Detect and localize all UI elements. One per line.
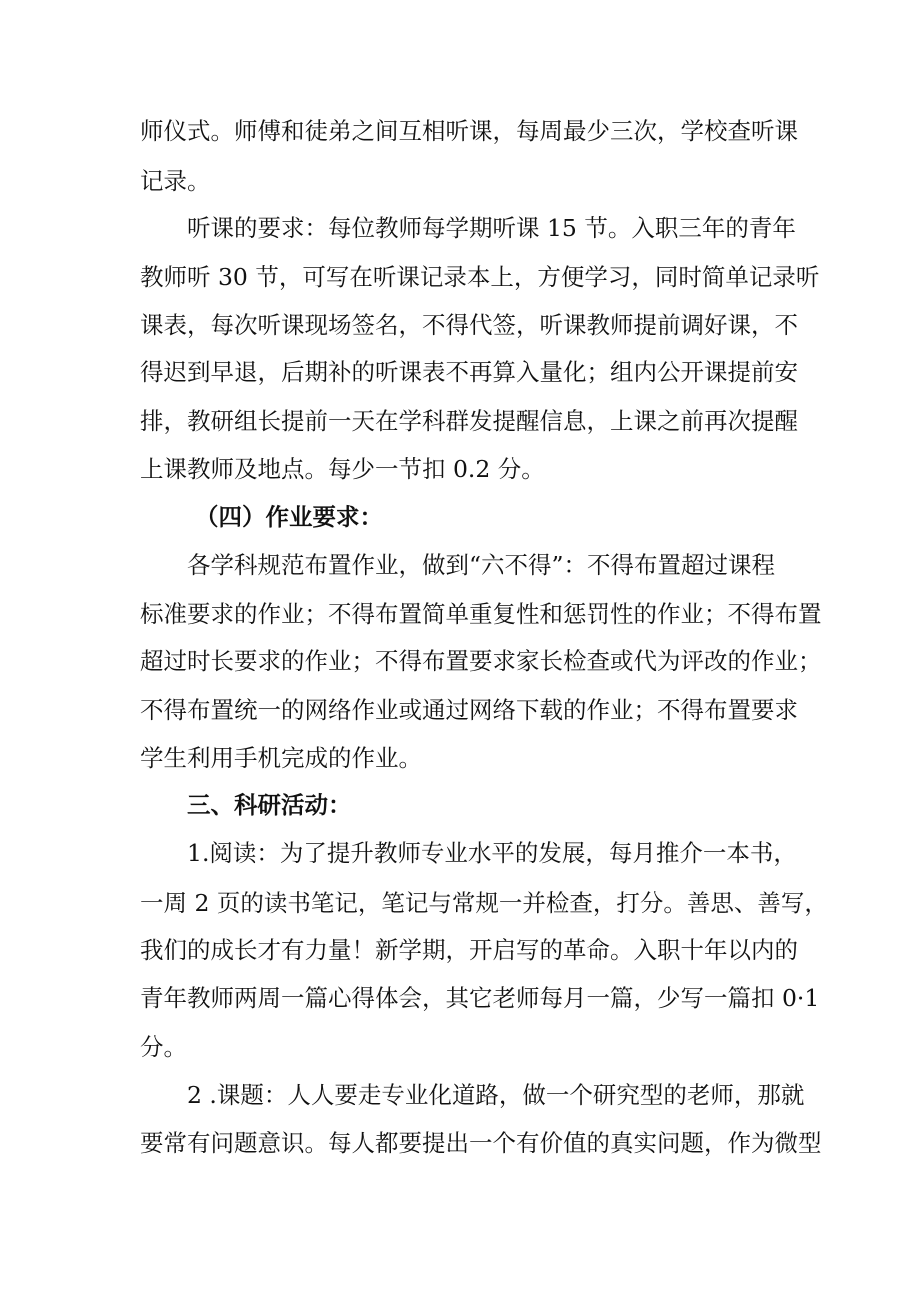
text-line: 得迟到早退，后期补的听课表不再算入量化；组内公开课提前安	[140, 358, 798, 386]
text-line: 1.阅读：为了提升教师专业水平的发展，每月推介一本书，	[187, 839, 797, 867]
text-line: 教师听 30 节，可写在听课记录本上，方便学习，同时简单记录听	[140, 263, 820, 291]
text-line: 超过时长要求的作业；不得布置要求家长检查或代为评改的作业；	[140, 647, 822, 675]
text-line: 我们的成长才有力量！新学期，开启写的革命。入职十年以内的	[140, 936, 798, 964]
text-line: 青年教师两周一篇心得体会，其它老师每月一篇，少写一篇扣 0·1	[140, 984, 820, 1012]
section-heading: 三、科研活动：	[187, 791, 352, 819]
text-line: 各学科规范布置作业，做到“六不得”：不得布置超过课程	[187, 551, 776, 579]
text-line: 2 .课题：人人要走专业化道路，做一个研究型的老师，那就	[187, 1081, 805, 1109]
text-line: 听课的要求：每位教师每学期听课 15 节。入职三年的青年	[187, 214, 796, 242]
text-line: 记录。	[140, 167, 211, 195]
text-line: 课表，每次听课现场签名，不得代签，听课教师提前调好课，不	[140, 311, 798, 339]
text-line: 标准要求的作业；不得布置简单重复性和惩罚性的作业；不得布置	[140, 600, 822, 628]
text-line: 不得布置统一的网络作业或通过网络下载的作业；不得布置要求	[140, 696, 798, 724]
text-line: 分。	[140, 1033, 187, 1061]
text-line: 一周 2 页的读书笔记，笔记与常规一并检查，打分。善思、善写，	[140, 889, 828, 917]
section-heading: （四）作业要求：	[195, 503, 383, 531]
text-line: 排，教研组长提前一天在学科群发提醒信息，上课之前再次提醒	[140, 407, 798, 435]
text-line: 学生利用手机完成的作业。	[140, 744, 422, 772]
text-line: 要常有问题意识。每人都要提出一个有价值的真实问题，作为微型	[140, 1129, 822, 1157]
text-line: 师仪式。师傅和徒弟之间互相听课，每周最少三次，学校查听课	[140, 117, 798, 145]
text-line: 上课教师及地点。每少一节扣 0.2 分。	[140, 455, 545, 483]
